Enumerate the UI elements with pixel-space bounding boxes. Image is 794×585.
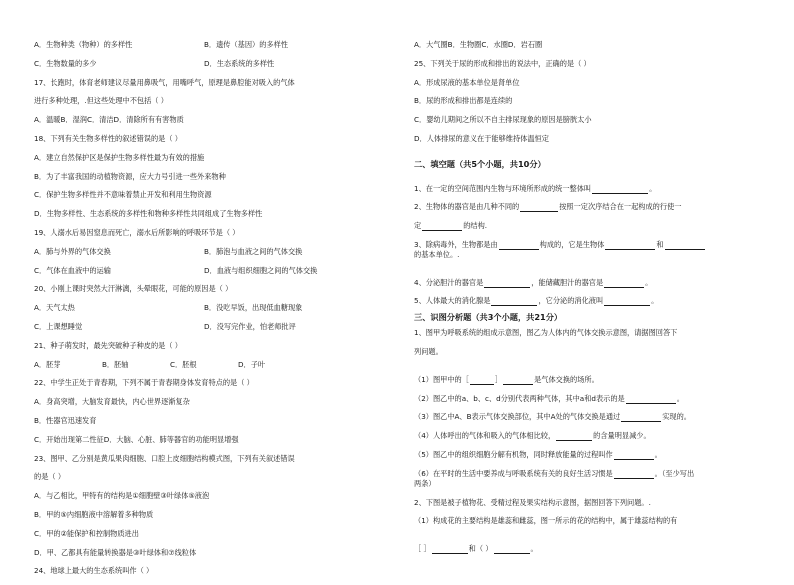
q21-option-c: C．胚根 — [170, 359, 197, 369]
fill-2-text-d: 的结构. — [463, 221, 488, 231]
q21-option-d: D．子叶 — [238, 359, 266, 369]
q16-option-c: C．生物数量的多少 — [34, 58, 97, 68]
q16-option-a: A．生物种类（物种）的多样性 — [34, 40, 133, 49]
q20-option-a: A．天气太热 — [34, 303, 75, 313]
q23-stem-line-2: 的是（ ） — [34, 472, 66, 482]
q16-option-d: D．生态系统的多样性 — [204, 58, 275, 68]
q21-options — [34, 360, 406, 379]
analysis-1-sub-6-line-2: 两条） — [414, 478, 436, 488]
analysis-1-sub-2-blank[interactable] — [626, 395, 676, 404]
q17-stem-line-1: 17、长跑时，体育老师建议尽量用鼻吸气，用嘴呼气，原理是鼻腔能对吸入的气体 — [34, 77, 295, 87]
q19-stem: 19、人溺水后易因窒息而死亡，溺水后所影响的呼吸环节是（ ） — [34, 227, 240, 237]
analysis-1-sub-4-end: 的含量明显减少。 — [593, 431, 651, 441]
fill-2-line-1 — [414, 194, 774, 213]
q23-stem-line-1: 23、图甲、乙分别是黄瓜果肉细胞、口腔上皮细胞结构模式图，下列有关叙述错误 — [34, 453, 295, 463]
fill-5-text-b: ，它分泌的消化液叫 — [538, 296, 604, 306]
q25-stem: 25、下列关于尿的形成和排出的说法中，正确的是（ ） — [414, 58, 591, 68]
q22-option-a: A．身高突增，大脑发育最快，内心世界逐渐复杂 — [34, 397, 190, 407]
analysis-2-sub-1-blank-1[interactable] — [432, 545, 468, 554]
fill-4 — [414, 269, 774, 288]
analysis-1-sub-3-blank[interactable] — [621, 413, 661, 422]
analysis-1-stem-line-1: 1、图甲为呼吸系统的组成示意图，图乙为人体内的气体交换示意图，请据图回答下 — [414, 328, 678, 338]
fill-5-text-c: 。 — [651, 296, 659, 306]
analysis-1-sub-1-text-b: ］ — [494, 374, 503, 384]
q18-option-d: D．生物多样性、生态系统的多样性和物种多样性共同组成了生物多样性 — [34, 209, 263, 219]
analysis-2-sub-1-line-2 — [414, 535, 774, 554]
analysis-1-sub-3-text: （3）图乙中A、B表示气体交换部位，其中A处的气体交换是通过 — [414, 412, 621, 422]
analysis-2-sub-1-end: 。 — [530, 543, 538, 553]
analysis-1-sub-3 — [414, 404, 774, 423]
analysis-1-sub-2-text: （2）图乙中的a、b、c、d分别代表两种气体，其中a和d表示的是 — [414, 393, 625, 403]
fill-4-text-a: 4、分泌胆汁的器官是 — [414, 277, 484, 287]
analysis-1-sub-4 — [414, 422, 774, 441]
analysis-1-sub-5-blank[interactable] — [614, 451, 654, 460]
q25-option-c: C．婴幼儿期间之所以不自主排尿现象的原因是膀胱太小 — [414, 115, 592, 125]
analysis-1-sub-2-end: 。 — [676, 393, 684, 403]
fill-2-text-b: 按照一定次序结合在一起构成的行使一 — [559, 202, 682, 212]
q19-option-d: D．血液与组织细胞之间的气体交换 — [204, 265, 318, 275]
q22-stem: 22、中学生正处于青春期，下列不属于青春期身体发育特点的是（ ） — [34, 378, 254, 388]
fill-2-text-c: 定 — [414, 221, 422, 231]
fill-3-blank-1[interactable] — [499, 241, 539, 250]
fill-5 — [414, 288, 774, 307]
analysis-1-sub-5 — [414, 441, 774, 460]
analysis-2-stem: 2、下图是被子植物花、受精过程及果实结构示意图，据图回答下列问题。. — [414, 497, 651, 507]
fill-2-line-2 — [414, 212, 774, 231]
analysis-1-sub-2 — [414, 385, 774, 404]
analysis-1-sub-1-text-a: （1）图甲中的［ — [414, 374, 469, 384]
fill-5-blank-1[interactable] — [491, 297, 537, 306]
q16-option-b: B．遗传（基因）的多样性 — [204, 40, 288, 49]
analysis-1-sub-5-end: 。 — [654, 449, 662, 459]
q20-option-c: C．上课想睡觉 — [34, 321, 83, 331]
q19-option-c: C．气体在血液中的运输 — [34, 265, 111, 275]
q19-options-row-1 — [34, 247, 406, 266]
analysis-1-sub-1-blank-1[interactable] — [470, 376, 494, 385]
analysis-1-sub-1-text-c: 是气体交换的场所。 — [534, 374, 599, 384]
analysis-1-sub-1-blank-2[interactable] — [503, 376, 533, 385]
right-column — [414, 40, 774, 554]
fill-3-text-a: 3、除病毒外，生物都是由 — [414, 239, 498, 249]
analysis-1-sub-4-text: （4）人体呼出的气体和吸入的气体相比较， — [414, 431, 556, 441]
fill-1 — [414, 175, 774, 194]
analysis-1-sub-6-end: 。（至少写出 — [654, 468, 695, 478]
q20-option-d: D．没写完作业，怕老师批评 — [204, 321, 296, 331]
fill-2-text-a: 2、生物体的器官是由几种不同的 — [414, 202, 520, 212]
fill-1-blank[interactable] — [592, 185, 648, 194]
analysis-1-sub-6-blank[interactable] — [614, 470, 654, 479]
fill-5-text-a: 5、人体最大的消化腺是 — [414, 296, 491, 306]
fill-2-blank-2[interactable] — [422, 222, 462, 231]
analysis-1-sub-4-blank[interactable] — [556, 432, 592, 441]
q18-stem: 18、下列有关生物多样性的叙述错误的是（ ） — [34, 133, 182, 143]
q21-option-b: B．胚轴 — [102, 359, 129, 369]
analysis-2-sub-1-blank-2[interactable] — [494, 545, 530, 554]
q19-option-b: B．肺泡与血液之间的气体交换 — [204, 246, 303, 256]
fill-3-line-1 — [414, 231, 774, 250]
q19-options-row-2 — [34, 266, 406, 285]
q18-option-a: A．建立自然保护区是保护生物多样性最为有效的措施 — [34, 152, 205, 162]
fill-4-blank-2[interactable] — [604, 279, 644, 288]
fill-1-end: 。 — [649, 183, 657, 193]
analysis-1-sub-6-text: （6）在平时的生活中要养成与呼吸系统有关的良好生活习惯是 — [414, 468, 613, 478]
fill-3-line-2: 的基本单位。. — [414, 249, 460, 259]
q16-options-row-1 — [34, 40, 406, 59]
q20-options-row-1 — [34, 303, 406, 322]
analysis-1-sub-3-end: 实现的。 — [662, 412, 691, 422]
q23-option-b: B．甲的⑤内细胞液中溶解着多种物质 — [34, 509, 154, 519]
analysis-1-sub-5-text: （5）图乙中的组织细胞分解有机物，同时释放能量的过程叫作 — [414, 449, 613, 459]
analysis-1-sub-6 — [414, 460, 774, 479]
fill-4-blank-1[interactable] — [484, 279, 530, 288]
q21-option-a: A．胚芽 — [34, 359, 61, 369]
q23-option-a: A．与乙相比，甲特有的结构是①细胞壁③叶绿体⑤液泡 — [34, 491, 210, 501]
analysis-2-sub-1-line-1: （1）构成花的主要结构是雄蕊和雌蕊，图一所示的花的结构中，属于雄蕊结构的有 — [414, 516, 678, 526]
q18-option-c: C．保护生物多样性并不意味着禁止开发和利用生物资源 — [34, 190, 212, 200]
q25-option-d: D．人体排尿的意义在于能够维持体温恒定 — [414, 133, 549, 143]
q21-stem: 21、种子萌发时，最先突破种子种皮的是（ ） — [34, 340, 182, 350]
section-figure-analysis-title: 三、识图分析题（共3个小题，共21分） — [414, 312, 563, 323]
q23-option-c: C．甲的②能保护和控制物质进出 — [34, 528, 139, 538]
q19-option-a: A．肺与外界的气体交换 — [34, 246, 111, 256]
fill-3-text-c: 和 — [656, 239, 664, 249]
q25-option-a: A．形成尿液的基本单位是肾单位 — [414, 77, 520, 87]
fill-1-text: 1、在一定的空间范围内生物与环境所形成的统一整体叫 — [414, 183, 592, 193]
fill-5-blank-2[interactable] — [604, 297, 650, 306]
q24-stem: 24、地球上最大的生态系统叫作（ ） — [34, 566, 154, 576]
analysis-2-sub-1-bracket: ［ ］ — [414, 543, 431, 553]
q20-option-b: B．没吃早饭，出现低血糖现象 — [204, 303, 303, 313]
q23-option-d: D．甲、乙都具有能量转换器是③叶绿体和⑦线粒体 — [34, 547, 197, 557]
fill-4-text-c: 。 — [645, 277, 653, 287]
analysis-1-stem-line-2: 列问题。 — [414, 347, 443, 357]
fill-3-text-b: 构成的，它是生物体 — [539, 239, 605, 249]
q22-option-c: C．开始出现第二性征D．大脑、心脏、肺等器官的功能明显增强 — [34, 434, 239, 444]
section-fill-in-title: 二、填空题（共5个小题，共10分） — [414, 158, 546, 169]
left-column — [34, 40, 406, 585]
analysis-2-sub-1-text: 和（ ） — [468, 543, 493, 553]
q24-options: A．大气圈B．生物圈C．水圈D．岩石圈 — [414, 40, 543, 49]
q20-options-row-2 — [34, 322, 406, 341]
q17-options: A．温暖B．湿润C．清洁D．清除所有有害物质 — [34, 115, 184, 125]
q22-option-b: B．性器官迅速发育 — [34, 415, 97, 425]
q25-option-b: B．尿的形成和排出都是连续的 — [414, 96, 513, 106]
q17-stem-line-2: 进行多种处理，.但这些处理中不包括（ ） — [34, 96, 168, 106]
fill-4-text-b: ，能储藏胆汁的器官是 — [531, 277, 604, 287]
fill-2-blank-1[interactable] — [520, 203, 558, 212]
q20-stem: 20、小刚上课时突然大汗淋漓，头晕眼花，可能的原因是（ ） — [34, 284, 233, 294]
q18-option-b: B．为了丰富我国的动植物资源，应大力号引进一些外来物种 — [34, 171, 226, 181]
fill-3-blank-3[interactable] — [665, 241, 705, 250]
fill-3-blank-2[interactable] — [605, 241, 655, 250]
q16-options-row-2 — [34, 59, 406, 78]
analysis-1-sub-1 — [414, 366, 774, 385]
